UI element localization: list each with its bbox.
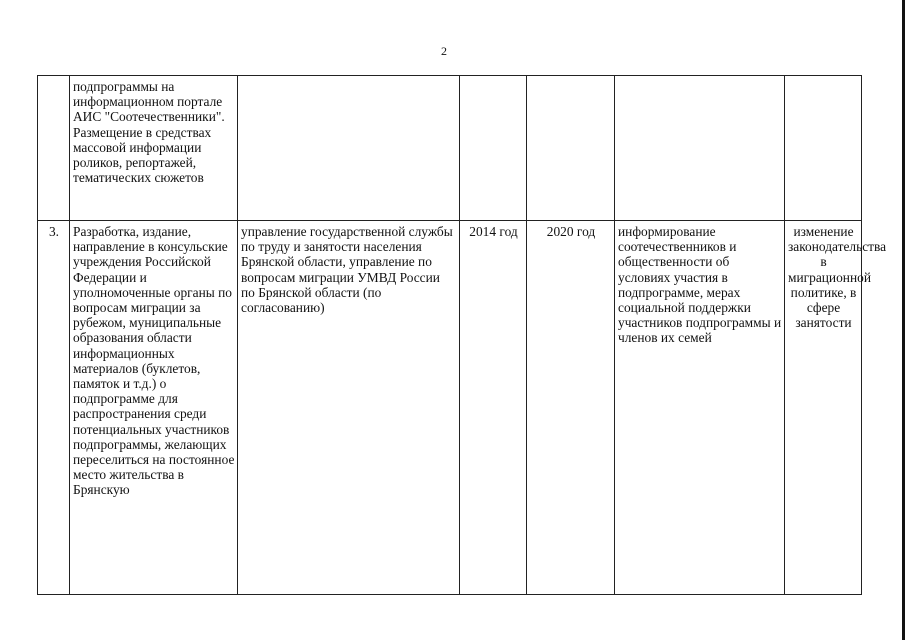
cell-number	[38, 76, 70, 221]
cell-action: подпрограммы на информационном портале АИС "Соотечественники". Размещение в средствах массовой информации роликов, репортажей, тематических сюжетов	[70, 76, 238, 221]
cell-link: изменение законодательства в миграционной политике, в сфере занятости	[785, 221, 862, 595]
cell-result: информирование соотечественников и общественности об условиях участия в подпрограмме, мерах социальной поддержки участников подпрограммы и членов их семей	[615, 221, 785, 595]
cell-start: 2014 год	[460, 221, 527, 595]
page-number: 2	[441, 44, 447, 58]
cell-start	[460, 76, 527, 221]
cell-link	[785, 76, 862, 221]
cell-result	[615, 76, 785, 221]
cell-action: Разработка, издание, направление в консульские учреждения Российской Федерации и уполномоченные органы по вопросам миграции за рубежом, муниципальные образования области информационных материалов (буклетов, памяток и т.д.) о подпрограмме для распространения среди потенциальных участников подпрограммы, желающих переселиться на постоянное место жительства в Брянскую	[70, 221, 238, 595]
table-row-continuation	[38, 76, 862, 221]
cell-end: 2020 год	[527, 221, 615, 595]
program-activities-table	[37, 75, 887, 595]
cell-responsible: управление государственной службы по труду и занятости населения Брянской области, управление по вопросам миграции УМВД России по Брянской области (по согласованию)	[238, 221, 460, 595]
cell-responsible	[238, 76, 460, 221]
table-row-3	[38, 221, 862, 595]
cell-number: 3.	[38, 221, 70, 595]
cell-end	[527, 76, 615, 221]
